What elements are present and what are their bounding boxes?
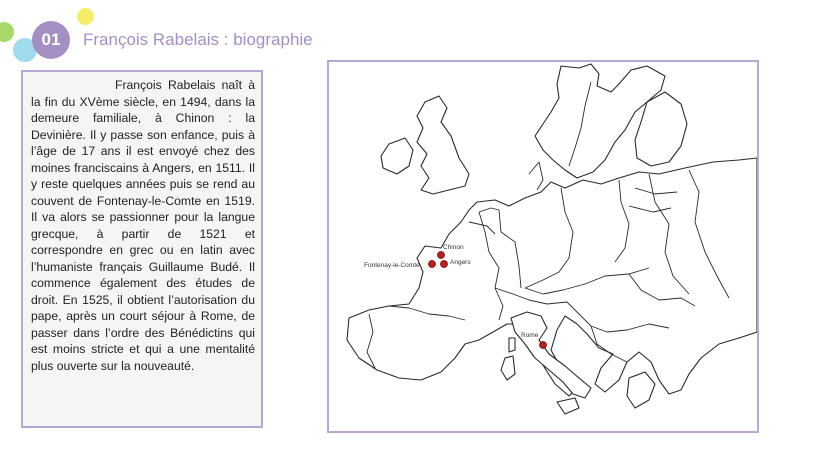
great-britain [417,96,469,194]
slide-number-badge: 01 [32,21,70,59]
fontenay-label: Fontenay-le-Comte [364,262,420,269]
sardinia [501,356,515,380]
angers-marker [440,260,447,267]
fontenay-marker [428,260,435,267]
sicily [557,398,579,414]
ireland [381,138,413,174]
corsica [509,338,515,352]
slide-title: François Rabelais : biographie [83,30,313,49]
rome-label: Rome [521,332,539,339]
decor-circle-green [0,22,14,42]
europe-map [329,62,757,431]
greece [627,372,655,408]
chinon-label: Chinon [443,244,464,251]
biography-panel [21,70,263,428]
border-denmark [529,162,543,190]
chinon-marker [437,251,444,258]
angers-label: Angers [450,259,471,266]
biography-text: François Rabelais naît à la fin du XVème siècle, en 1494, dans la demeure familiale, à Chinon : la Devinière. Il y passe son enfance, puis à l’âge de 17 ans il est envoyé chez des moines franciscains à Angers, en 1511. Il y reste quelques années puis se rend au couvent de Fontenay-le-Comte en 1519. Il va alors se passionner pour la langue grecque, à partir de 1521 et correspondre en grec ou en latin avec l’humaniste français Guillaume Budé. Il commence également des études de droit. En 1525, il obtient l’autorisation du pape, après un court séjour à Rome, de passer dans l’ordre des Bénédictins qui est moins stricte et qui a une mentalité plus ouverte sur la nouveauté. [31,78,255,373]
europe-map-panel [327,60,759,433]
rome-marker [539,341,546,348]
decor-circle-yellow [77,8,94,25]
